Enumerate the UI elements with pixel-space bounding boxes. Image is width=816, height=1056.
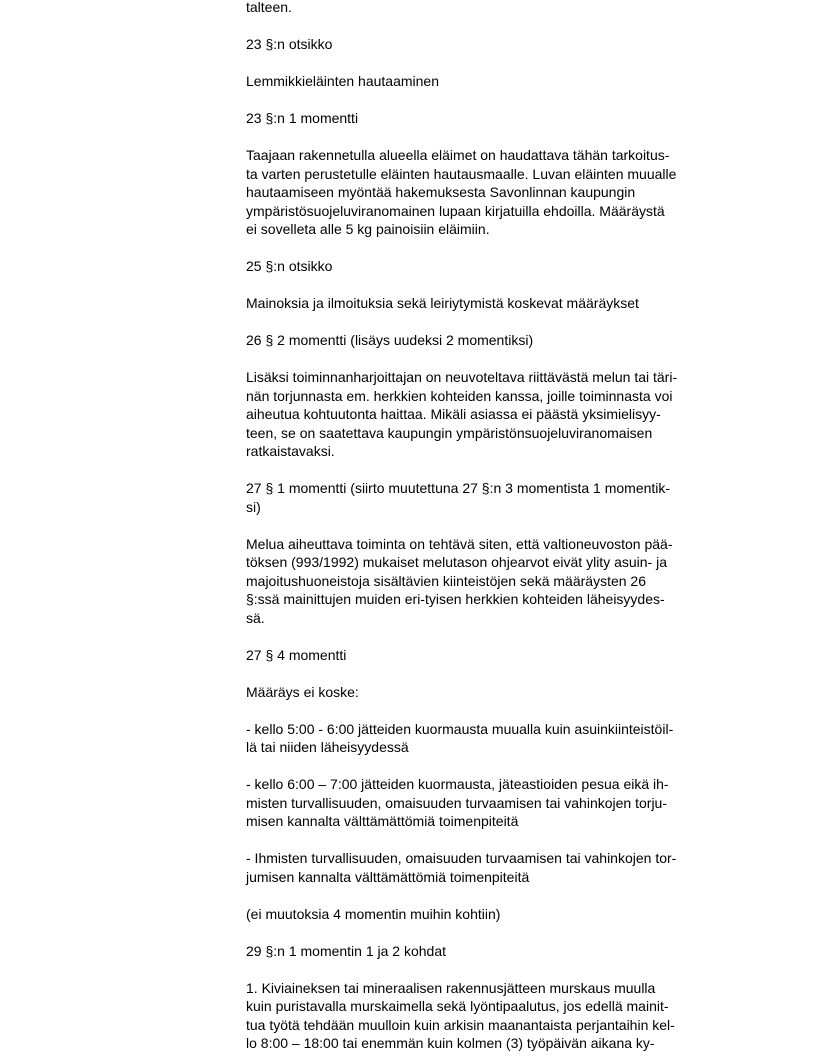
paragraph (246, 331, 746, 350)
text-line: ei sovelleta alle 5 kg painoisiin eläimiin. (246, 221, 490, 237)
paragraph (246, 720, 746, 757)
text-line: 27 § 4 momentti (246, 646, 347, 663)
paragraph (246, 905, 746, 924)
text-line: - kello 6:00 – 7:00 jätteiden kuormausta, jäteastioiden pesua eikä ih- (246, 776, 669, 792)
text-line: Taajaan rakennetulla alueella eläimet on haudattava tähän tarkoitus- (246, 147, 670, 163)
text-line: lo 8:00 – 18:00 tai enemmän kuin kolmen (3) työpäivän aikana ky- (246, 1035, 655, 1051)
text-line: ratkaistavaksi. (246, 443, 335, 459)
paragraph (246, 849, 746, 886)
paragraph (246, 646, 746, 665)
text-line: nän torjunnasta em. herkkien kohteiden kanssa, joille toiminnasta voi (246, 387, 673, 404)
text-line: Lisäksi toiminnanharjoittajan on neuvoteltava riittävästä melun tai täri- (246, 369, 678, 385)
text-line: 23 §:n otsikko (246, 36, 333, 52)
text-line: - kello 5:00 - 6:00 jätteiden kuormausta muualla kuin asuinkiinteistöil- (246, 720, 674, 737)
text-line: lä tai niiden läheisyydessä (246, 739, 409, 755)
text-line: 25 §:n otsikko (246, 258, 333, 274)
text-line: hautaamiseen myöntää hakemuksesta Savonlinnan kaupungin (246, 184, 636, 200)
paragraph (246, 535, 746, 628)
text-line: (ei muutoksia 4 momentin muihin kohtiin) (246, 905, 501, 922)
text-line: misten turvallisuuden, omaisuuden turvaamisen tai vahinkojen torju- (246, 794, 667, 811)
text-line: §:ssä mainittujen muiden eri-tyisen herkkien kohteiden läheisyydes- (246, 591, 665, 607)
text-line: ta varten perustetulle eläinten hautausmaalle. Luvan eläinten muualle (246, 165, 677, 182)
paragraph (246, 35, 746, 54)
text-line: ympäristösuojeluviranomainen lupaan kirjatuilla ehdoilla. Määräystä (246, 202, 665, 219)
text-line: 29 §:n 1 momentin 1 ja 2 kohdat (246, 942, 447, 959)
paragraph (246, 479, 746, 516)
text-line: jumisen kannalta välttämättömiä toimenpiteitä (246, 868, 530, 885)
paragraph (246, 294, 746, 313)
paragraph (246, 72, 746, 91)
paragraph (246, 979, 746, 1053)
text-line: talteen. (246, 0, 292, 15)
text-line: tua työtä tehdään muulloin kuin arkisin maanantaista perjantaihin kel- (246, 1016, 675, 1033)
text-line: sä. (246, 609, 265, 626)
text-line: 23 §:n 1 momentti (246, 110, 359, 126)
text-line: kuin puristavalla murskaimella sekä lyöntipaalutus, jos edellä mainit- (246, 998, 669, 1014)
paragraph (246, 0, 746, 17)
paragraph (246, 109, 746, 128)
text-line: Lemmikkieläinten hautaaminen (246, 73, 439, 89)
text-line: misen kannalta välttämättömiä toimenpiteitä (246, 813, 519, 829)
paragraph (246, 257, 746, 276)
text-line: aiheutua kohtuutonta haittaa. Mikäli asiassa ei päästä yksimielisyy- (246, 406, 661, 422)
text-line: 1. Kiviaineksen tai mineraalisen rakennusjätteen murskaus muulla (246, 979, 656, 996)
text-column (246, 0, 746, 1056)
text-line: si) (246, 498, 261, 515)
text-line: - Ihmisten turvallisuuden, omaisuuden turvaamisen tai vahinkojen tor- (246, 850, 677, 866)
paragraph (246, 146, 746, 239)
paragraph (246, 942, 746, 961)
text-line: Määräys ei koske: (246, 683, 359, 700)
text-line: Mainoksia ja ilmoituksia sekä leiriytymistä koskevat määräykset (246, 295, 639, 311)
paragraph (246, 775, 746, 831)
text-line: majoitushuoneistoja sisältävien kiinteistöjen sekä määräysten 26 (246, 572, 646, 589)
text-line: teen, se on saatettava kaupungin ympäristönsuojeluviranomaisen (246, 424, 653, 441)
paragraph (246, 368, 746, 461)
text-line: töksen (993/1992) mukaiset melutason ohjearvot eivät ylity asuin- ja (246, 554, 667, 570)
paragraph (246, 683, 746, 702)
text-line: 26 § 2 momentti (lisäys uudeksi 2 momentiksi) (246, 332, 534, 348)
text-line: 27 § 1 momentti (siirto muutettuna 27 §:n 3 momentista 1 momentik- (246, 480, 671, 496)
text-line: Melua aiheuttava toiminta on tehtävä siten, että valtioneuvoston pää- (246, 535, 673, 552)
